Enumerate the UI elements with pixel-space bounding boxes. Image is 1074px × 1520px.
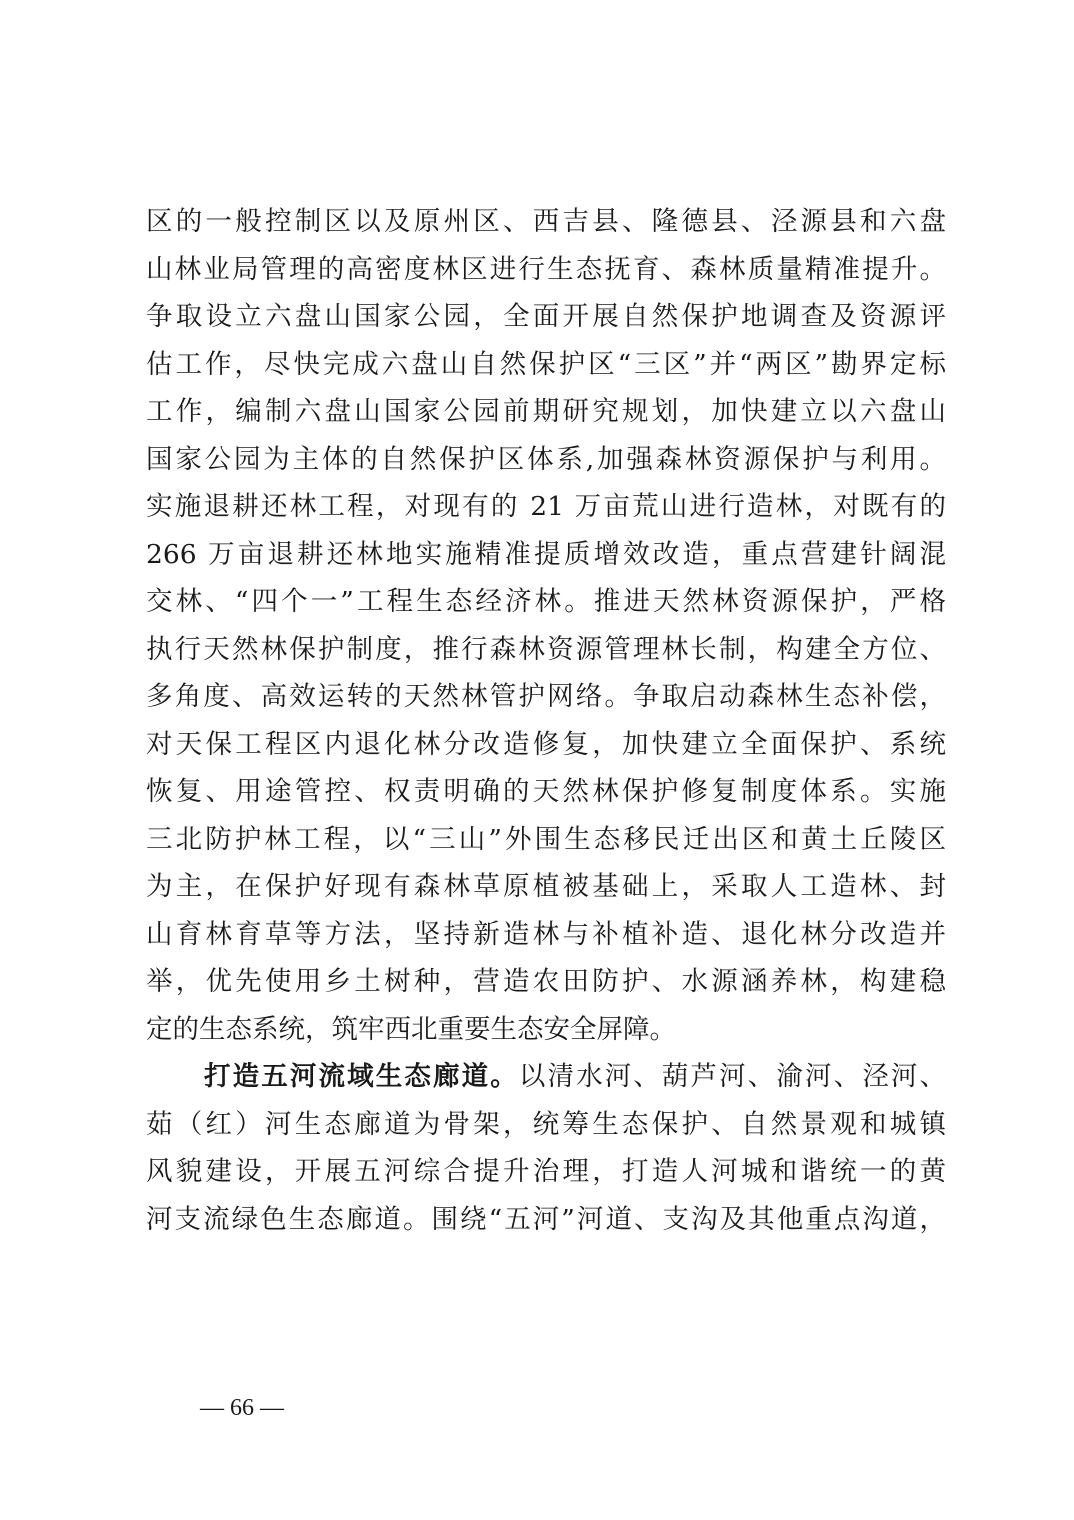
- text-line: 争取设立六盘山国家公园，全面开展自然保护地调查及资源评: [146, 301, 946, 332]
- text-line: 河支流绿色生态廊道。围绕“五河”河道、支沟及其他重点沟道，: [146, 1203, 946, 1235]
- text-line: 风貌建设，开展五河综合提升治理，打造人河城和谐统一的黄: [146, 1156, 946, 1187]
- text-line: 定的生态系统，筑牢西北重要生态安全屏障。: [146, 1013, 676, 1045]
- text-line: 山林业局管理的高密度林区进行生态抚育、森林质量精准提升。: [146, 253, 946, 285]
- text-line: 实施退耕还林工程，对现有的 21 万亩荒山进行造林，对既有的: [146, 491, 946, 522]
- text-line: 区的一般控制区以及原州区、西吉县、隆德县、泾源县和六盘: [146, 206, 946, 237]
- text-line-first: [146, 1053, 946, 1101]
- text-line: 估工作，尽快完成六盘山自然保护区“三区”并“两区”勘界定标: [146, 348, 946, 380]
- body-text: [146, 198, 946, 1243]
- text-line: 国家公园为主体的自然保护区体系,加强森林资源保护与利用。: [146, 443, 946, 475]
- text-line: 工作，编制六盘山国家公园前期研究规划，加快建立以六盘山: [146, 396, 946, 427]
- page-number: — 66 —: [200, 1395, 284, 1421]
- text-line: 多角度、高效运转的天然林管护网络。争取启动森林生态补偿，: [146, 681, 946, 712]
- paragraph-forest-protection: [146, 198, 946, 1053]
- text-line: 对天保工程区内退化林分改造修复，加快建立全面保护、系统: [146, 728, 946, 760]
- text-line: 执行天然林保护制度，推行森林资源管理林长制，构建全方位、: [146, 633, 946, 665]
- text-line: 交林、“四个一”工程生态经济林。推进天然林资源保护，严格: [146, 586, 946, 617]
- paragraph-first-line-rest: 以清水河、葫芦河、渝河、泾河、: [518, 1061, 946, 1092]
- paragraph-river-corridor: [146, 1053, 946, 1243]
- text-line: 为主，在保护好现有森林草原植被基础上，采取人工造林、封: [146, 871, 946, 902]
- text-line: 266 万亩退耕还林地实施精准提质增效改造，重点营建针阔混: [146, 538, 946, 570]
- paragraph-heading: 打造五河流域生态廊道。: [204, 1061, 519, 1092]
- text-line: 山育林育草等方法，坚持新造林与补植补造、退化林分改造并: [146, 918, 946, 950]
- text-line: 举，优先使用乡土树种，营造农田防护、水源涵养林，构建稳: [146, 966, 946, 997]
- text-line: 恢复、用途管控、权责明确的天然林保护修复制度体系。实施: [146, 776, 946, 807]
- text-line: 茹（红）河生态廊道为骨架，统筹生态保护、自然景观和城镇: [146, 1108, 946, 1140]
- text-line: 三北防护林工程，以“三山”外围生态移民迁出区和黄土丘陵区: [146, 823, 946, 855]
